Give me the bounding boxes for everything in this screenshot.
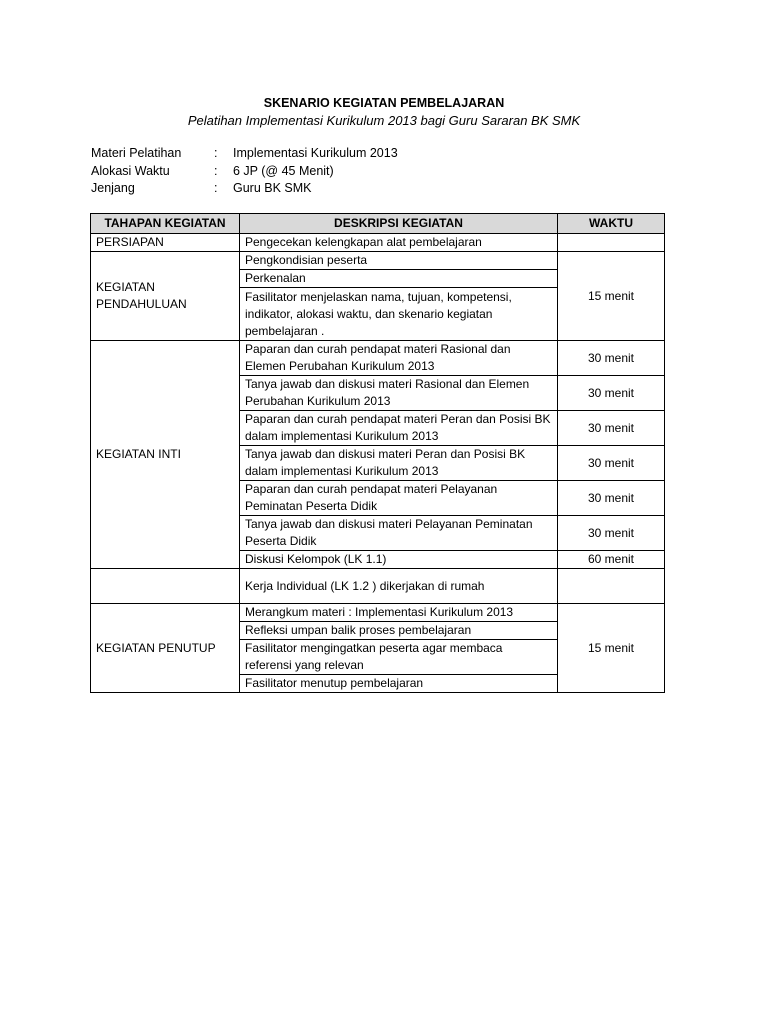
activity-description: Tanya jawab dan diskusi materi Pelayanan Peminatan Peserta Didik [240,516,558,551]
activity-time: 60 menit [558,551,665,569]
activity-description: Tanya jawab dan diskusi materi Peran dan Posisi BK dalam implementasi Kurikulum 2013 [240,446,558,481]
stage-empty [91,569,240,604]
stage-persiapan: PERSIAPAN [91,234,240,252]
stage-pendahuluan: KEGIATAN PENDAHULUAN [91,252,240,341]
activity-time: 30 menit [558,516,665,551]
activity-description: Paparan dan curah pendapat materi Pelayanan Peminatan Peserta Didik [240,481,558,516]
activity-description: Paparan dan curah pendapat materi Peran dan Posisi BK dalam implementasi Kurikulum 2013 [240,411,558,446]
activity-time [558,569,665,604]
meta-label: Jenjang [91,181,135,195]
header-waktu: WAKTU [558,214,665,234]
header-tahapan: TAHAPAN KEGIATAN [91,214,240,234]
meta-row-alokasi [91,163,398,181]
meta-label: Materi Pelatihan [91,146,182,160]
activity-description: Fasilitator menutup pembelajaran [240,675,558,693]
activity-time: 30 menit [558,411,665,446]
stage-inti: KEGIATAN INTI [91,341,240,569]
activity-description: Perkenalan [240,270,558,288]
activity-time: 30 menit [558,446,665,481]
activity-description: Fasilitator menjelaskan nama, tujuan, kompetensi, indikator, alokasi waktu, dan skenario kegiatan pembelajaran . [240,288,558,341]
activity-description: Kerja Individual (LK 1.2 ) dikerjakan di rumah [240,569,558,604]
table-row [91,341,665,376]
meta-row-materi [91,145,398,163]
table-row [91,604,665,622]
activity-time: 15 menit [558,252,665,341]
activity-description: Paparan dan curah pendapat materi Rasional dan Elemen Perubahan Kurikulum 2013 [240,341,558,376]
activity-description: Tanya jawab dan diskusi materi Rasional dan Elemen Perubahan Kurikulum 2013 [240,376,558,411]
meta-label: Alokasi Waktu [91,163,170,178]
table-row [91,252,665,270]
document-title: SKENARIO KEGIATAN PEMBELAJARAN [263,96,505,110]
table-row [91,569,665,604]
header-deskripsi: DESKRIPSI KEGIATAN [240,214,558,234]
activity-time: 15 menit [558,604,665,693]
activity-description: Refleksi umpan balik proses pembelajaran [240,622,558,640]
meta-value: 6 JP (@ 45 Menit) [233,163,334,178]
activity-time: 30 menit [558,341,665,376]
document-subtitle: Pelatihan Implementasi Kurikulum 2013 bagi Guru Sararan BK SMK [187,113,581,128]
meta-value: Implementasi Kurikulum 2013 [233,146,398,160]
activity-description: Diskusi Kelompok (LK 1.1) [240,551,558,569]
title-block [0,94,768,130]
activity-time: 30 menit [558,376,665,411]
meta-info [91,145,398,198]
meta-value: Guru BK SMK [233,181,312,195]
scenario-table [90,213,665,693]
activity-description: Fasilitator mengingatkan peserta agar membaca referensi yang relevan [240,640,558,675]
activity-description: Pengkondisian peserta [240,252,558,270]
activity-description: Merangkum materi : Implementasi Kurikulum 2013 [240,604,558,622]
meta-row-jenjang [91,180,398,198]
meta-colon: : [214,181,218,195]
meta-colon: : [214,163,218,178]
activity-description: Pengecekan kelengkapan alat pembelajaran [240,234,558,252]
stage-penutup: KEGIATAN PENUTUP [91,604,240,693]
table-row [91,234,665,252]
activity-time [558,234,665,252]
activity-time: 30 menit [558,481,665,516]
table-header-row [91,214,665,234]
meta-colon: : [214,146,218,160]
